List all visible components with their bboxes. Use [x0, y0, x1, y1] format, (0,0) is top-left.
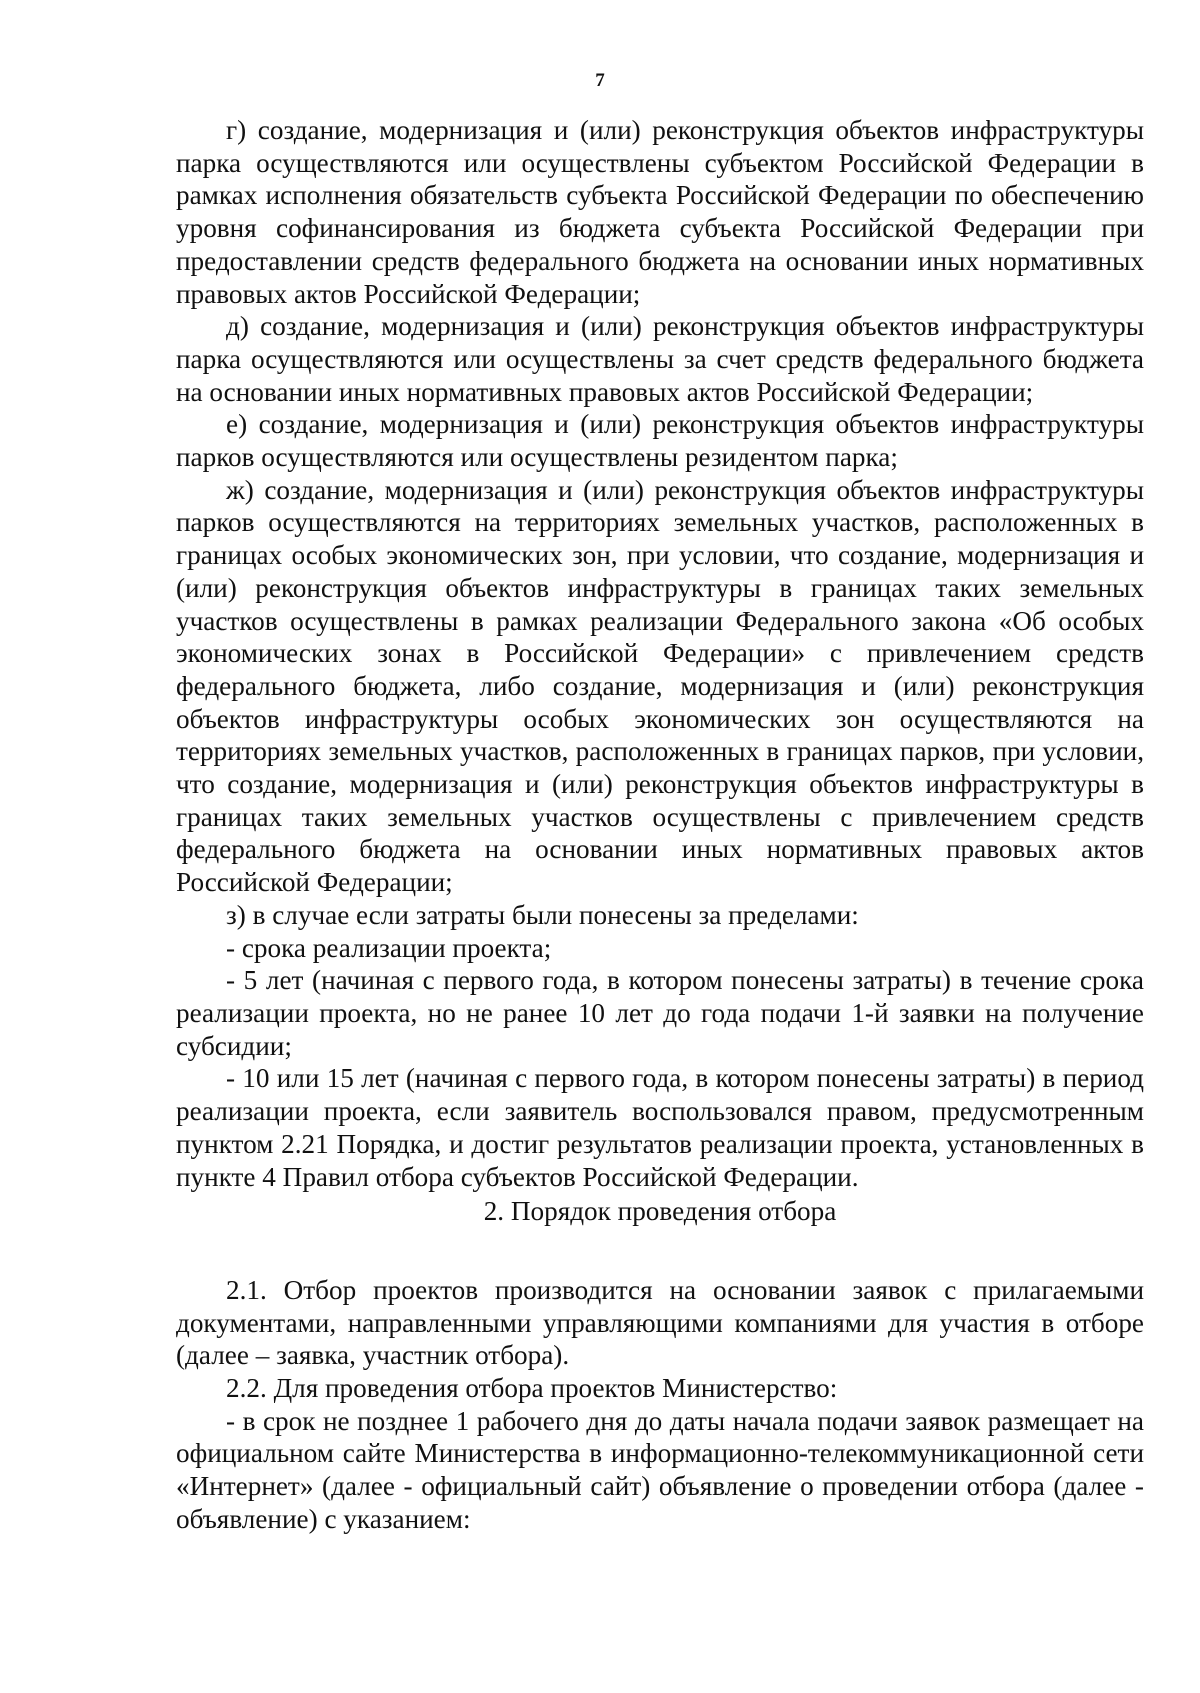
document-body	[176, 114, 1144, 1536]
paragraph-item-e: е) создание, модернизация и (или) реконструкция объектов инфраструктуры парков осуществляются или осуществлены резидентом парка;	[176, 409, 1144, 473]
page-number: 7	[595, 70, 605, 91]
section-spacer	[176, 1228, 1144, 1274]
paragraph-bullet-project-term: - срока реализации проекта;	[226, 932, 552, 963]
paragraph-bullet-5-years: - 5 лет (начиная с первого года, в котором понесены затраты) в течение срока реализации проекта, но не ранее 10 лет до года подачи 1-й заявки на получение субсидии;	[176, 965, 1144, 1061]
paragraph-bullet-10-15-years: - 10 или 15 лет (начиная с первого года, в котором понесены затраты) в период реализации проекта, если заявитель воспользовался правом, предусмотренным пунктом 2.21 Порядка, и достиг результатов реализации проекта, установленных в пункте 4 Правил отбора субъектов Российской Федерации.	[176, 1063, 1144, 1192]
paragraph-2-2: 2.2. Для проведения отбора проектов Министерство:	[226, 1373, 838, 1404]
paragraph-item-d: д) создание, модернизация и (или) реконструкция объектов инфраструктуры парка осуществляются или осуществлены за счет средств федерального бюджета на основании иных нормативных правовых актов Российской Федерации;	[176, 311, 1144, 407]
paragraph-item-z: з) в случае если затраты были понесены за пределами:	[226, 899, 859, 930]
paragraph-item-g: г) создание, модернизация и (или) реконструкция объектов инфраструктуры парка осуществляются или осуществлены субъектом Российской Федерации в рамках исполнения обязательств субъекта Российской Федерации по обеспечению уровня софинансирования из бюджета субъекта Российской Федерации при предоставлении средств федерального бюджета на основании иных нормативных правовых актов Российской Федерации;	[176, 115, 1144, 309]
section-heading: 2. Порядок проведения отбора	[483, 1196, 837, 1227]
paragraph-2-1: 2.1. Отбор проектов производится на основании заявок с прилагаемыми документами, направленными управляющими компаниями для участия в отборе (далее – заявка, участник отбора).	[176, 1274, 1144, 1371]
paragraph-item-zh: ж) создание, модернизация и (или) реконструкция объектов инфраструктуры парков осуществляются на территориях земельных участков, расположенных в границах особых экономических зон, при условии, что создание, модернизация и (или) реконструкция объектов инфраструктуры в границах таких земельных участков осуществлены в рамках реализации Федерального закона «Об особых экономических зонах в Российской Федерации» с привлечением средств федерального бюджета, либо создание, модернизация и (или) реконструкция объектов инфраструктуры особых экономических зон осуществляются на территориях земельных участков, расположенных в границах парков, при условии, что создание, модернизация и (или) реконструкция объектов инфраструктуры в границах таких земельных участков осуществлены с привлечением средств федерального бюджета на основании иных нормативных правовых актов Российской Федерации;	[176, 474, 1144, 898]
paragraph-announcement: - в срок не позднее 1 рабочего дня до даты начала подачи заявок размещает на официальном сайте Министерства в информационно-телекоммуникационной сети «Интернет» (далее - официальный сайт) объявление о проведении отбора (далее - объявление) с указанием:	[176, 1405, 1144, 1534]
